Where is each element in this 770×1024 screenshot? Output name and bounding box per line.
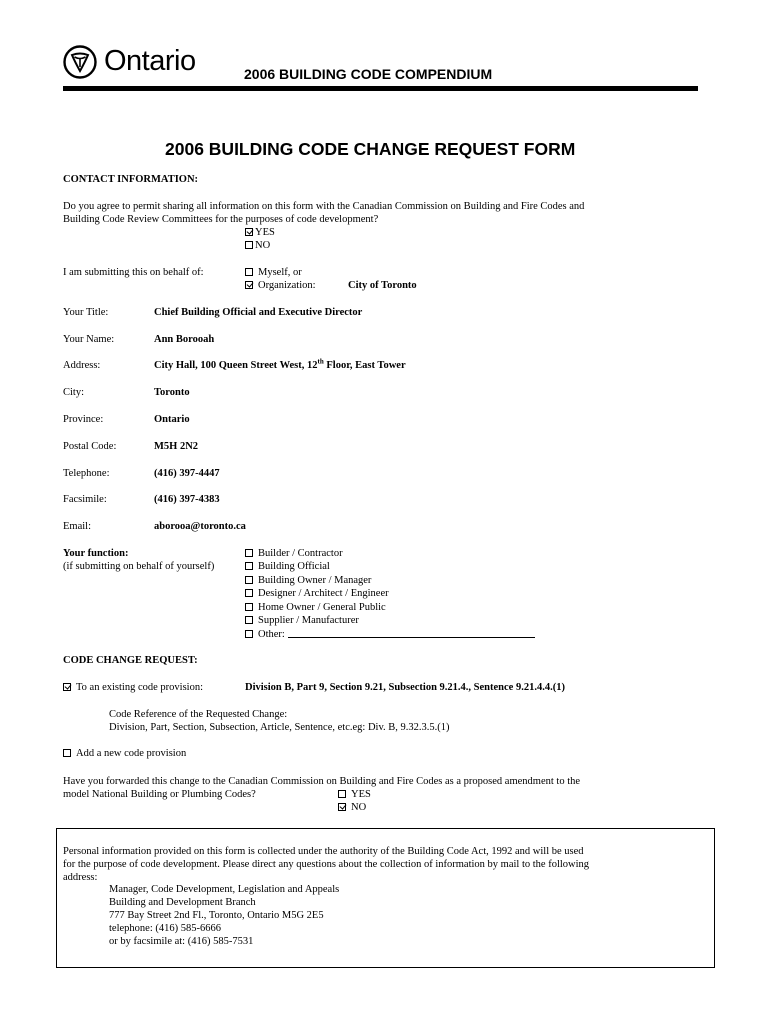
function-checkbox[interactable] <box>245 589 253 597</box>
function-option[interactable] <box>245 615 359 626</box>
other-text-field[interactable] <box>288 628 535 638</box>
address-part1: City Hall, 100 Queen Street West, 12 <box>154 360 318 371</box>
privacy-address-2: Building and Development Branch <box>109 897 256 908</box>
new-provision-label: Add a new code provision <box>76 748 187 759</box>
behalf-org-label: Organization: <box>258 280 316 291</box>
forward-yes-checkbox[interactable] <box>338 790 346 798</box>
existing-provision-label: To an existing code provision: <box>76 682 203 693</box>
reference-line1: Code Reference of the Requested Change: <box>109 709 288 720</box>
title-value: Chief Building Official and Executive Director <box>154 307 363 318</box>
function-checkbox[interactable] <box>245 549 253 557</box>
behalf-org-option[interactable] <box>245 280 316 291</box>
behalf-org-checkbox[interactable] <box>245 281 253 289</box>
forward-no-label: NO <box>351 802 367 813</box>
code-change-heading: CODE CHANGE REQUEST: <box>63 655 198 666</box>
new-provision-checkbox[interactable] <box>63 749 71 757</box>
ontario-wordmark: Ontario <box>104 45 196 77</box>
function-option-other[interactable] <box>245 628 535 640</box>
reference-line2: Division, Part, Section, Subsection, Article, Sentence, etc.eg: Div. B, 9.32.3.5.(1) <box>109 722 450 733</box>
telephone-label: Telephone: <box>63 468 110 479</box>
trillium-icon <box>63 45 97 79</box>
function-label-4: Home Owner / General Public <box>258 602 386 613</box>
postal-label: Postal Code: <box>63 441 117 452</box>
privacy-address-1: Manager, Code Development, Legislation and Appeals <box>109 884 340 895</box>
function-label-5: Supplier / Manufacturer <box>258 615 359 626</box>
function-sublabel: (if submitting on behalf of yourself) <box>63 561 215 572</box>
behalf-label: I am submitting this on behalf of: <box>63 267 204 278</box>
address-value <box>154 357 406 371</box>
existing-provision-value: Division B, Part 9, Section 9.21, Subsection 9.21.4., Sentence 9.21.4.4.(1) <box>245 682 565 693</box>
telephone-value: (416) 397-4447 <box>154 468 220 479</box>
forward-no-option[interactable] <box>338 802 366 813</box>
function-checkbox[interactable] <box>245 630 253 638</box>
fax-value: (416) 397-4383 <box>154 494 220 505</box>
org-name-value: City of Toronto <box>348 280 417 291</box>
title-label: Your Title: <box>63 307 109 318</box>
email-label: Email: <box>63 521 91 532</box>
function-label-1: Building Official <box>258 561 330 572</box>
share-yes-checkbox[interactable] <box>245 228 253 236</box>
city-label: City: <box>63 387 85 398</box>
form-title: 2006 BUILDING CODE CHANGE REQUEST FORM <box>165 139 576 159</box>
name-value: Ann Borooah <box>154 334 215 345</box>
function-label-3: Designer / Architect / Engineer <box>258 588 389 599</box>
forward-no-checkbox[interactable] <box>338 803 346 811</box>
existing-provision-option[interactable] <box>63 682 203 693</box>
contact-heading: CONTACT INFORMATION: <box>63 174 199 185</box>
privacy-line2: for the purpose of code development. Please direct any questions about the collection of information by mail to the following <box>63 859 590 870</box>
function-option[interactable] <box>245 548 343 559</box>
address-sup: th <box>317 357 324 366</box>
province-value: Ontario <box>154 414 190 425</box>
share-yes-option[interactable] <box>245 227 275 238</box>
function-option[interactable] <box>245 575 371 586</box>
share-question-line2: Building Code Review Committees for the purposes of code development? <box>63 214 379 225</box>
ontario-logo <box>63 45 97 79</box>
function-checkbox[interactable] <box>245 562 253 570</box>
function-label: Your function: <box>63 548 129 559</box>
email-value: aborooa@toronto.ca <box>154 521 246 532</box>
function-checkbox[interactable] <box>245 616 253 624</box>
share-question-line1: Do you agree to permit sharing all information on this form with the Canadian Commission on Building and Fire Codes and <box>63 201 585 212</box>
share-no-option[interactable] <box>245 240 270 251</box>
forward-question-line1: Have you forwarded this change to the Canadian Commission on Building and Fire Codes as a proposed amendment to the <box>63 776 581 787</box>
new-provision-option[interactable] <box>63 748 186 759</box>
function-option[interactable] <box>245 588 389 599</box>
share-yes-label: YES <box>255 227 275 238</box>
address-part2: Floor, East Tower <box>323 360 406 371</box>
header-rule <box>63 86 698 91</box>
forward-yes-option[interactable] <box>338 789 371 800</box>
function-option[interactable] <box>245 561 330 572</box>
postal-value: M5H 2N2 <box>154 441 199 452</box>
function-label-0: Builder / Contractor <box>258 548 343 559</box>
province-label: Province: <box>63 414 104 425</box>
share-no-label: NO <box>255 240 271 251</box>
existing-provision-checkbox[interactable] <box>63 683 71 691</box>
address-label: Address: <box>63 360 101 371</box>
privacy-line1: Personal information provided on this form is collected under the authority of the Building Code Act, 1992 and will be used <box>63 846 584 857</box>
fax-label: Facsimile: <box>63 494 107 505</box>
function-checkbox[interactable] <box>245 576 253 584</box>
compendium-title: 2006 BUILDING CODE COMPENDIUM <box>244 66 493 82</box>
name-label: Your Name: <box>63 334 115 345</box>
city-value: Toronto <box>154 387 190 398</box>
function-label-6: Other: <box>258 629 285 640</box>
behalf-self-label: Myself, or <box>258 267 302 278</box>
forward-yes-label: YES <box>351 789 371 800</box>
function-checkbox[interactable] <box>245 603 253 611</box>
forward-question-line2: model National Building or Plumbing Codes? <box>63 789 256 800</box>
behalf-self-option[interactable] <box>245 267 302 278</box>
privacy-address-4: telephone: (416) 585-6666 <box>109 923 221 934</box>
privacy-line3: address: <box>63 872 98 883</box>
function-option[interactable] <box>245 602 386 613</box>
privacy-address-3: 777 Bay Street 2nd Fl., Toronto, Ontario M5G 2E5 <box>109 910 324 921</box>
behalf-self-checkbox[interactable] <box>245 268 253 276</box>
function-label-2: Building Owner / Manager <box>258 575 372 586</box>
privacy-address-5: or by facsimile at: (416) 585-7531 <box>109 936 254 947</box>
share-no-checkbox[interactable] <box>245 241 253 249</box>
